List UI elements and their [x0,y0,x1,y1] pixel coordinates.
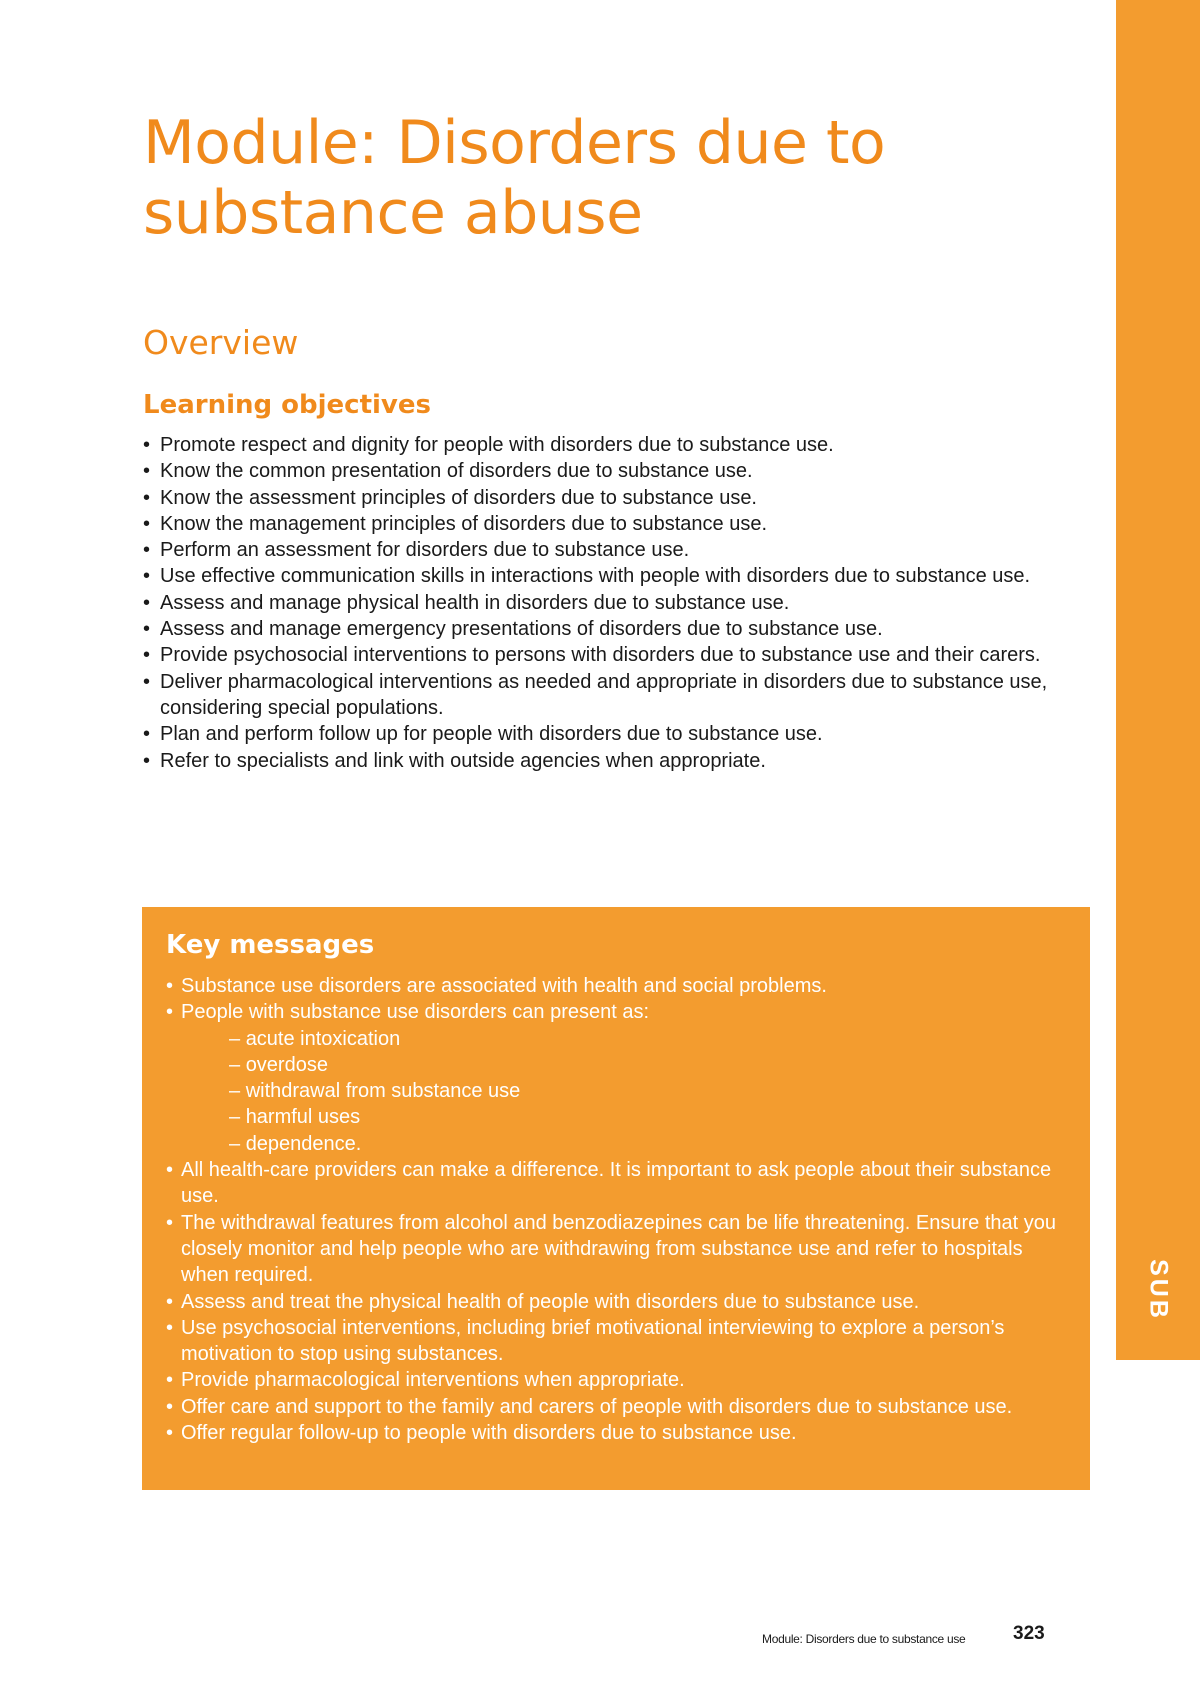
objective-item: • Plan and perform follow up for people with disorders due to substance use. [143,721,1073,747]
objective-item: • Know the assessment principles of disorders due to substance use. [143,485,1073,511]
key-messages-heading: Key messages [166,930,375,960]
key-message-item [166,1394,1066,1420]
presentation-item [229,1104,1066,1130]
presentation-text: withdrawal from substance use [245,1080,521,1103]
key-messages-box [142,907,1090,1490]
key-message-text: Offer regular follow-up to people with disorders due to substance use. [181,1422,797,1445]
presentation-list [181,1026,1066,1157]
key-message-item [166,973,1066,999]
key-message-text: Offer care and support to the family and carers of people with disorders due to substance use. [181,1395,1013,1418]
side-tab [1116,0,1200,1360]
objective-item: • Assess and manage physical health in disorders due to substance use. [143,590,1073,616]
learning-objectives-heading: Learning objectives [143,390,431,420]
presentation-item [229,1131,1066,1157]
key-message-item [166,1157,1066,1210]
presentation-text: harmful uses [245,1106,361,1129]
objective-item: • Refer to specialists and link with outside agencies when appropriate. [143,748,1073,774]
key-message-text: Substance use disorders are associated with health and social problems. [181,975,827,997]
objective-item: • Know the management principles of disorders due to substance use. [143,511,1073,537]
objective-item: • Use effective communication skills in interactions with people with disorders due to substance use. [143,563,1073,589]
key-messages-list [166,973,1066,1446]
presentation-item [229,1026,1066,1052]
objective-item: • Provide psychosocial interventions to persons with disorders due to substance use and their carers. [143,642,1073,668]
footer-running-title: Module: Disorders due to substance use [762,1632,966,1646]
key-message-text: All health-care providers can make a difference. It is important to ask people about their substance use. [181,1159,1052,1208]
key-message-text: People with substance use disorders can present as: [181,1001,650,1024]
page-number: 323 [1013,1623,1045,1644]
presentation-text: acute intoxication [245,1027,401,1050]
overview-heading: Overview [143,323,299,362]
key-message-text: Provide pharmacological interventions when appropriate. [181,1369,685,1392]
page-title: Module: Disorders due to substance abuse [143,108,886,248]
key-message-item [166,1289,1066,1315]
objective-item: • Assess and manage emergency presentations of disorders due to substance use. [143,616,1073,642]
key-message-item [166,999,1066,1157]
objective-item: • Deliver pharmacological interventions as needed and appropriate in disorders due to substance use, considering special populations. [143,669,1073,722]
key-message-item [166,1210,1066,1289]
presentation-item [229,1052,1066,1078]
presentation-text: dependence. [245,1132,362,1155]
learning-objectives-list [143,432,1073,774]
side-tab-label: SUB [1144,1259,1173,1321]
objective-item: • Promote respect and dignity for people with disorders due to substance use. [143,432,1073,458]
presentation-item [229,1078,1066,1104]
key-message-text: Use psychosocial interventions, including brief motivational interviewing to explore a person’s motivation to stop using substances. [181,1316,1005,1366]
key-message-item [166,1367,1066,1393]
objective-item: • Perform an assessment for disorders due to substance use. [143,537,1073,563]
objective-item: • Know the common presentation of disorders due to substance use. [143,458,1073,484]
key-message-text: The withdrawal features from alcohol and benzodiazepines can be life threatening. Ensure that you closely monitor and help people who are withdrawing from substance use and refer to hospitals when required. [181,1211,1056,1287]
key-message-item [166,1315,1066,1368]
key-message-text: Assess and treat the physical health of people with disorders due to substance use. [181,1290,920,1313]
key-message-item [166,1420,1066,1446]
presentation-text: overdose [245,1053,328,1076]
